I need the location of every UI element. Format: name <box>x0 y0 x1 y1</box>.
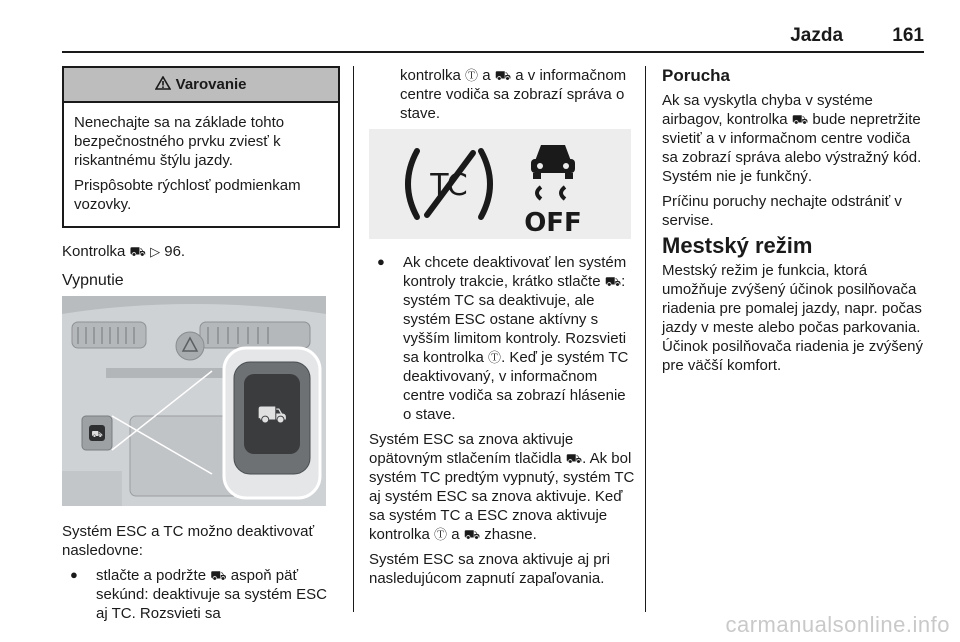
porucha-heading: Porucha <box>662 66 731 85</box>
off-label: OFF <box>524 208 582 238</box>
header-rule <box>62 51 924 53</box>
section-title: Jazda <box>790 25 844 46</box>
warning-triangle-icon <box>155 76 171 90</box>
mestsky-rezim-heading: Mestský režim <box>662 233 813 258</box>
ignition-paragraph: Systém ESC sa znova aktivuje aj pri nasledujúcom zapnutí zapaľovania. <box>369 551 610 587</box>
bullet-list-2 <box>369 253 635 424</box>
tc-off-lamp-icon: Ⓣ <box>434 527 448 542</box>
page-number: 161 <box>892 25 924 46</box>
kontrolka-label: Kontrolka <box>62 243 126 260</box>
svg-text:⛟: ⛟ <box>91 430 103 440</box>
tc-off-lamp-icon: Ⓣ <box>488 350 502 365</box>
column-separator-1 <box>353 66 354 612</box>
bullet-text-a: stlačte a podržte <box>96 567 207 584</box>
esc-off-car-icon: ⛟ <box>210 568 227 583</box>
esc-off-car-icon: ⛟ <box>565 451 583 466</box>
page-header <box>790 25 924 47</box>
dashboard-photo <box>62 296 326 506</box>
pa-text-a: Systém ESC sa znova aktivuje opätovným stlačením tlačidla <box>369 431 574 467</box>
bullet2-text-b: : systém TC sa deaktivuje, ale systém ESC ostane aktívny s vyšším limitom kontroly. Rozsvieti sa kontrolka <box>403 273 627 366</box>
esc-off-car-icon: ⛟ <box>129 244 146 259</box>
warning-paragraph-2: Prispôsobte rýchlosť podmienkam vozovky. <box>74 177 301 213</box>
p1-text-b: bude nepretržite svietiť a v informačnom centre vodiča sa zobrazí správa alebo výstražný kód. Systém nie je funkčný. <box>662 111 922 185</box>
bullet-item <box>369 253 635 424</box>
vypnutie-heading: Vypnutie <box>62 272 124 289</box>
pa-text-d: zhasne. <box>484 526 537 543</box>
watermark: carmanualsonline.info <box>725 612 950 637</box>
column-1 <box>62 66 340 629</box>
pa-text-b: . Ak bol systém TC predtým vypnutý, systém TC aj systém ESC sa znova aktivuje. Keď sa systém TC a ESC znova aktivuje kontrolka <box>369 450 635 543</box>
column-3 <box>662 66 928 381</box>
column-2 <box>369 66 635 594</box>
column-separator-2 <box>645 66 646 612</box>
kontrolka-reference <box>62 242 340 261</box>
bullet2-text-c: . Keď je systém TC deaktivovaný, v informačnom centre vodiča sa zobrazí hlásenie o stave. <box>403 349 629 423</box>
kontrolka-page-ref: 96. <box>164 243 186 260</box>
reactivation-paragraph <box>369 430 635 544</box>
bullet-list-1 <box>62 566 340 623</box>
cont-text-b: a <box>482 67 491 84</box>
svg-text:⛟: ⛟ <box>256 400 288 428</box>
reference-arrow-icon: ▷ <box>150 244 161 259</box>
tc-label: TC <box>430 168 468 203</box>
tc-off-lamp-icon: Ⓣ <box>465 68 479 83</box>
p1-text-a: Ak sa vyskytla chyba v systéme airbagov, kontrolka <box>662 92 873 128</box>
warning-title-text: Varovanie <box>175 76 247 93</box>
esc-off-car-icon: ⛟ <box>604 274 622 289</box>
esc-off-car-symbol <box>531 145 575 199</box>
bullet-text-b: aspoň päť sekúnd: deaktivuje sa systém ESC aj TC. Rozsvieti sa <box>96 567 327 622</box>
warning-title <box>64 68 338 103</box>
esc-off-car-icon: ⛟ <box>791 112 809 127</box>
warning-box <box>62 66 340 228</box>
warning-body <box>64 103 338 226</box>
indicator-icons-panel <box>369 129 631 239</box>
pa-text-c: a <box>451 526 460 543</box>
tc-off-lamp-illustration <box>369 129 631 239</box>
bullet2-text-a: Ak chcete deaktivovať len systém kontroly trakcie, krátko stlačte <box>403 254 627 290</box>
esc-lamp-icon: ⛟ <box>463 527 481 542</box>
continued-text <box>369 66 635 123</box>
cont-text-c: a v informačnom centre vodiča sa zobrazí správa o stave. <box>400 67 627 122</box>
porucha-paragraph-2: Príčinu poruchy nechajte odstrániť v servise. <box>662 193 902 229</box>
bullet-item <box>62 566 340 623</box>
esc-lamp-icon: ⛟ <box>494 68 512 83</box>
porucha-paragraph-1 <box>662 91 928 186</box>
warning-paragraph-1: Nenechajte sa na základe tohto bezpečnostného prvku zviesť k riskantnému štýlu jazdy. <box>74 114 285 169</box>
mestsky-paragraph: Mestský režim je funkcia, ktorá umožňuje zvýšený účinok posilňovača riadenia pre pomalej jazdy, napr. počas jazdy v meste alebo počas parkovania. Účinok posilňovača riadenia je zvýšený pre väčší komfort. <box>662 262 923 374</box>
cont-text-a: kontrolka <box>400 67 461 84</box>
deactivation-intro: Systém ESC a TC možno deaktivovať nasledovne: <box>62 523 315 559</box>
